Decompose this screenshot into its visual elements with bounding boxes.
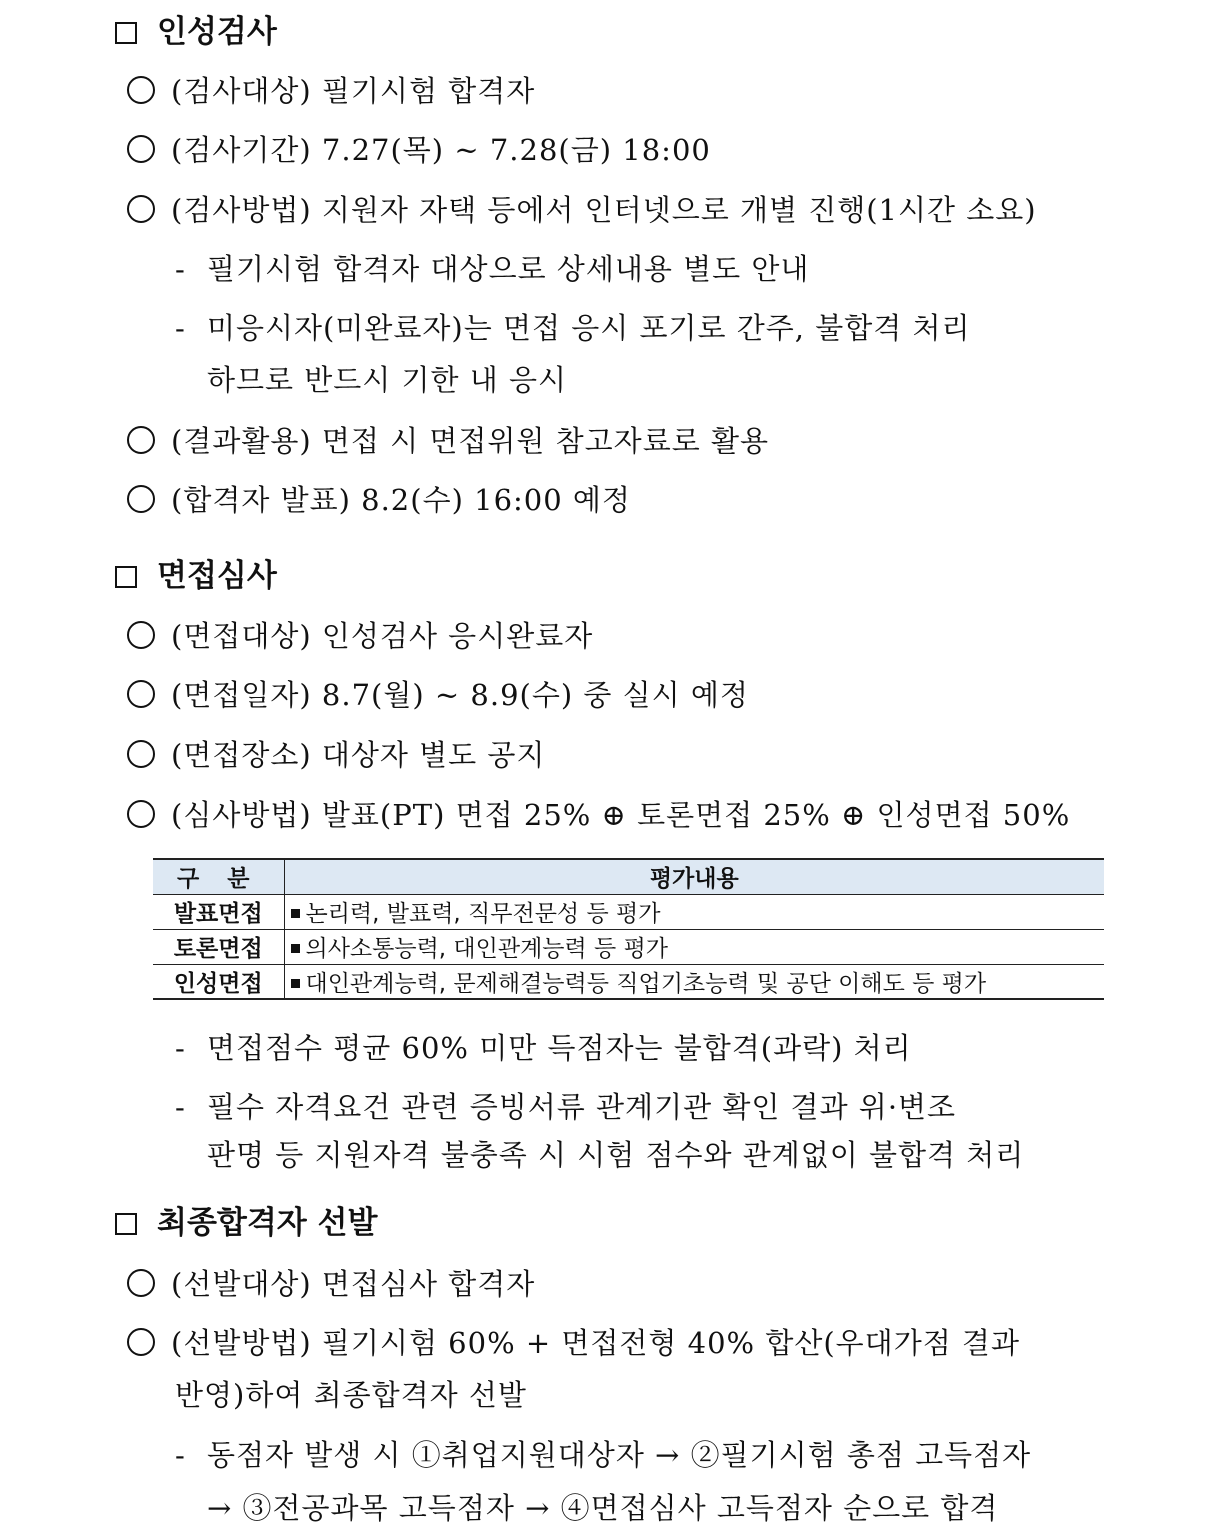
item-text: (검사방법) 지원자 자택 등에서 인터넷으로 개별 진행(1시간 소요) bbox=[171, 193, 1037, 227]
cell-content bbox=[284, 929, 1104, 964]
item-continuation: 반영)하여 최종합격자 선발 bbox=[175, 1378, 527, 1412]
item-text: (검사대상) 필기시험 합격자 bbox=[171, 74, 536, 108]
table-header-row bbox=[153, 859, 1104, 894]
cell-content-text: 의사소통능력, 대인관계능력 등 평가 bbox=[305, 936, 669, 962]
item-text: (면접장소) 대상자 별도 공지 bbox=[171, 738, 546, 772]
sub-item-continuation: 하므로 반드시 기한 내 응시 bbox=[207, 363, 568, 397]
circle-bullet-icon bbox=[127, 740, 155, 768]
item-text: (면접대상) 인성검사 응시완료자 bbox=[171, 619, 594, 653]
circle-bullet-icon bbox=[127, 485, 155, 513]
list-item bbox=[127, 735, 545, 775]
dash-bullet: - bbox=[175, 1031, 186, 1065]
circle-bullet-icon bbox=[127, 426, 155, 454]
dash-bullet: - bbox=[175, 252, 186, 286]
item-text: (심사방법) 발표(PT) 면접 25% ⊕ 토론면접 25% ⊕ 인성면접 50% bbox=[171, 798, 1071, 832]
square-bullet-icon bbox=[291, 909, 300, 918]
list-item bbox=[127, 1264, 535, 1304]
table-row bbox=[153, 964, 1104, 999]
cell-content-text: 논리력, 발표력, 직무전문성 등 평가 bbox=[305, 901, 661, 927]
item-text: (결과활용) 면접 시 면접위원 참고자료로 활용 bbox=[171, 424, 769, 458]
dash-bullet: - bbox=[175, 311, 186, 345]
circle-bullet-icon bbox=[127, 621, 155, 649]
sub-item-text: 미응시자(미완료자)는 면접 응시 포기로 간주, 불합격 처리 bbox=[207, 311, 971, 345]
square-bullet-icon bbox=[291, 979, 300, 988]
section-title: 인성검사 bbox=[157, 14, 277, 50]
list-item bbox=[127, 421, 769, 461]
sub-item-continuation: 판명 등 지원자격 불충족 시 시험 점수와 관계없이 불합격 처리 bbox=[207, 1138, 1025, 1172]
circle-bullet-icon bbox=[127, 1269, 155, 1297]
sub-item-continuation: → ③전공과목 고득점자 → ④면접심사 고득점자 순으로 합격 bbox=[207, 1491, 999, 1525]
sub-item-text: 동점자 발생 시 ①취업지원대상자 → ②필기시험 총점 고득점자 bbox=[207, 1438, 1032, 1472]
sub-item bbox=[175, 308, 970, 348]
sub-item bbox=[175, 1435, 1031, 1475]
column-header-content: 평가내용 bbox=[284, 859, 1104, 894]
item-text: (합격자 발표) 8.2(수) 16:00 예정 bbox=[171, 483, 631, 517]
sub-item bbox=[175, 249, 809, 289]
section-title: 면접심사 bbox=[157, 558, 277, 594]
list-item bbox=[127, 130, 711, 170]
list-item bbox=[127, 1323, 1020, 1363]
sub-item-text: 면접점수 평균 60% 미만 득점자는 불합격(과락) 처리 bbox=[207, 1031, 912, 1065]
dash-bullet: - bbox=[175, 1090, 186, 1124]
list-item bbox=[127, 190, 1037, 230]
list-item bbox=[127, 480, 631, 520]
circle-bullet-icon bbox=[127, 1328, 155, 1356]
item-text: (검사기간) 7.27(목) ~ 7.28(금) 18:00 bbox=[171, 133, 711, 167]
item-text: (면접일자) 8.7(월) ~ 8.9(수) 중 실시 예정 bbox=[171, 678, 749, 712]
column-header-category: 구 분 bbox=[153, 859, 284, 894]
circle-bullet-icon bbox=[127, 76, 155, 104]
item-text: (선발방법) 필기시험 60% + 면접전형 40% 합산(우대가점 결과 bbox=[171, 1326, 1020, 1360]
list-item bbox=[127, 616, 593, 656]
table-row bbox=[153, 894, 1104, 929]
section-heading-final-selection bbox=[115, 1203, 377, 1243]
list-item bbox=[127, 675, 749, 715]
circle-bullet-icon bbox=[127, 680, 155, 708]
square-bullet-icon bbox=[291, 944, 300, 953]
circle-bullet-icon bbox=[127, 800, 155, 828]
list-item bbox=[127, 71, 535, 111]
list-item bbox=[127, 795, 1070, 835]
section-heading-personality-test bbox=[115, 12, 277, 52]
evaluation-table bbox=[153, 858, 1104, 1000]
sub-item bbox=[175, 1087, 956, 1127]
item-text: (선발대상) 면접심사 합격자 bbox=[171, 1267, 536, 1301]
circle-bullet-icon bbox=[127, 195, 155, 223]
cell-type: 인성면접 bbox=[153, 964, 284, 999]
checkbox-square-icon bbox=[115, 566, 137, 588]
section-heading-interview bbox=[115, 556, 277, 596]
dash-bullet: - bbox=[175, 1438, 186, 1472]
circle-bullet-icon bbox=[127, 135, 155, 163]
sub-item bbox=[175, 1028, 912, 1068]
sub-item-text: 필수 자격요건 관련 증빙서류 관계기관 확인 결과 위·변조 bbox=[207, 1090, 957, 1124]
checkbox-square-icon bbox=[115, 1213, 137, 1235]
cell-content-text: 대인관계능력, 문제해결능력등 직업기초능력 및 공단 이해도 등 평가 bbox=[305, 970, 987, 997]
table-row bbox=[153, 929, 1104, 964]
sub-item-text: 필기시험 합격자 대상으로 상세내용 별도 안내 bbox=[207, 252, 810, 286]
cell-content bbox=[284, 894, 1104, 929]
cell-type: 토론면접 bbox=[153, 929, 284, 964]
section-title: 최종합격자 선발 bbox=[157, 1205, 378, 1241]
cell-content bbox=[284, 964, 1104, 999]
checkbox-square-icon bbox=[115, 22, 137, 44]
cell-type: 발표면접 bbox=[153, 894, 284, 929]
